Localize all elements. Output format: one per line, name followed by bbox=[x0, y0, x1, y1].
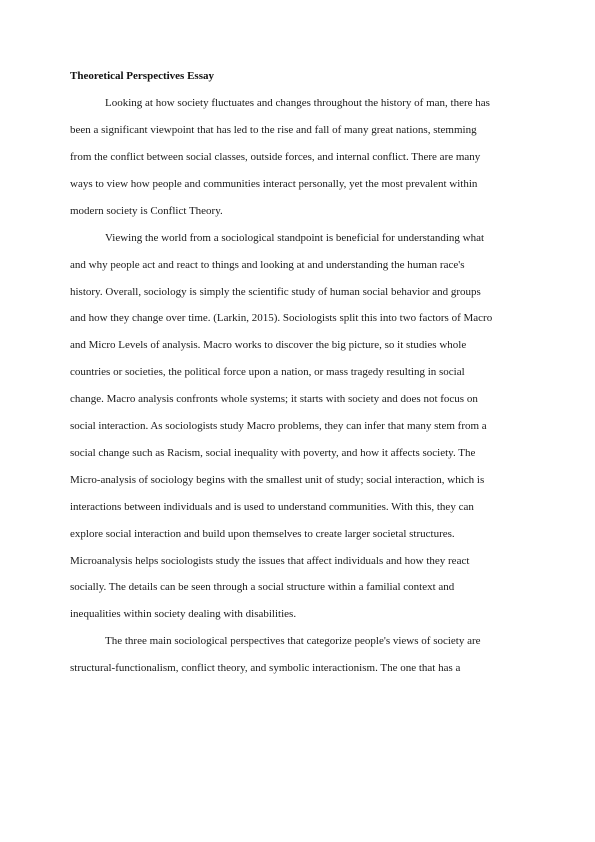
paragraph-1-line-3: from the conflict between social classes, outside forces, and internal conflict. There are many bbox=[70, 151, 481, 163]
paragraph-2-line-14: socially. The details can be seen through a social structure within a familial context and bbox=[70, 581, 455, 593]
paragraph-3-line-2: structural-functionalism, conflict theory, and symbolic interactionism. The one that has a bbox=[70, 662, 461, 674]
paragraph-2-line-7: change. Macro analysis confronts whole systems; it starts with society and does not focus on bbox=[70, 393, 478, 405]
paragraph-1-line-2: been a significant viewpoint that has led to the rise and fall of many great nations, stemming bbox=[70, 124, 477, 136]
paragraph-2-line-4: and how they change over time. (Larkin, 2015). Sociologists split this into two factors of Macro bbox=[70, 312, 493, 324]
paragraph-2-line-11: interactions between individuals and is used to understand communities. With this, they can bbox=[70, 501, 474, 513]
paragraph-2-line-13: Microanalysis helps sociologists study the issues that affect individuals and how they react bbox=[70, 555, 470, 567]
paragraph-2-line-1: Viewing the world from a sociological standpoint is beneficial for understanding what bbox=[105, 232, 485, 244]
paragraph-3-line-1: The three main sociological perspectives that categorize people's views of society are bbox=[105, 635, 481, 647]
paragraph-2-line-6: countries or societies, the political force upon a nation, or mass tragedy resulting in social bbox=[70, 366, 465, 378]
paragraph-2-line-3: history. Overall, sociology is simply the scientific study of human social behavior and groups bbox=[70, 286, 481, 298]
paragraph-2-line-10: Micro-analysis of sociology begins with the smallest unit of study; social interaction, which is bbox=[70, 474, 485, 486]
document-title: Theoretical Perspectives Essay bbox=[70, 70, 214, 82]
paragraph-2-line-9: social change such as Racism, social inequality with poverty, and how it affects society. The bbox=[70, 447, 476, 459]
paragraph-1-line-1: Looking at how society fluctuates and changes throughout the history of man, there has bbox=[105, 97, 490, 109]
paragraph-2-line-2: and why people act and react to things and looking at and understanding the human race's bbox=[70, 259, 465, 271]
paragraph-2-line-8: social interaction. As sociologists study Macro problems, they can infer that many stem from a bbox=[70, 420, 487, 432]
paragraph-2-line-5: and Micro Levels of analysis. Macro works to discover the big picture, so it studies whole bbox=[70, 339, 467, 351]
paragraph-2-line-12: explore social interaction and build upon themselves to create larger societal structures. bbox=[70, 528, 455, 540]
paragraph-1-line-5: modern society is Conflict Theory. bbox=[70, 205, 223, 217]
paragraph-2-line-15: inequalities within society dealing with disabilities. bbox=[70, 608, 297, 620]
paragraph-1-line-4: ways to view how people and communities interact personally, yet the most prevalent within bbox=[70, 178, 478, 190]
